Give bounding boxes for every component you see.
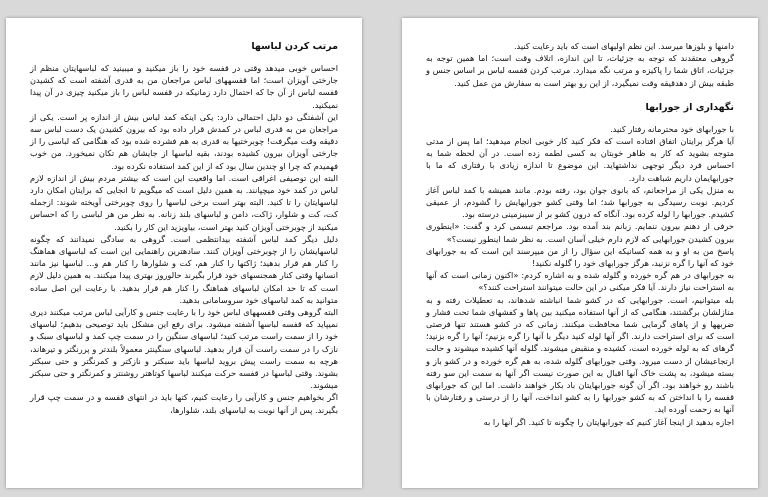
right-page [402,18,758,488]
paragraph: گروهی معتقدند که توجه به جزئیات، تا این اندازه، اتلاف وقت است؛ اما همین توجه به جزئیات، اتاق شما را پاکیزه و مرتب نگه میدارد. مرتب کردن قفسه لباس بر اساس جنس و طبقه بیش از دهدقیقه وقت نمیگیرد، از این رو بهتر است به سفارش من عمل کنید. [426,53,734,88]
paragraph: احساس خوبی میدهد وقتی در قفسه خود را باز میکنید و میبینید که لباسهایتان منظم از جارختی آویزان است؛ اما قفسههای لباس مراجعان من به قدری آشفته است که کشیدن قفسه لباس از آن جا که احتمال دارد زمانیکه در قفسه لباس را باز میکنید چیزی در آن پیدا نمیکنید. [30,63,338,110]
paragraph: اگر بخواهیم جنس و کارآیی را رعایت کنیم، کتها باید در انتهای قفسه و در سمت چپ قرار بگیرند. پس از آنها نوبت به لباسهای بلند، شلوارها، [30,392,338,415]
paragraph: دلیل دیگر کمد لباس آشفته بیدانتظمی است. گروهی به سادگی نمیدانند که چگونه لباسهایشان را از چوبرختی آویزان کنند. سادهترین راهنمایی این است که لباسهای هماهنگ را کنار هم قرار بدهید؛ ژاکتها را کنار هم، کت و شلوارها را کنار هم و... لباسها نیز مانند انسانها وقتی کنار همجنسهای خود قرار بگیرند حالوروز بهتری پیدا میکنند. به همین دلیل لازم است که تا حد امکان لباسهای هماهنگ را کنار هم قرار بدهید. با رعایت این اصل ساده متوانید به کمد لباسهای خود سروسامانی بدهید. [30,233,338,305]
paragraph: البته این توصیفی اغراقی است. اما واقعیت این است که بیشتر مردم بیش از اندازه لازم لباس در کمد خود میچپانند. به همین دلیل است که میگویم تا انجایی که برایتان امکان دارد لباسهایتان را تا کنید. البته بهتر است برخی لباسها را روی چوبرختی آویخته شوند: ازجمله کت، کت و شلوار، ژاکت، دامن و لباسهای بلند زنانه. به نظر من هر لباسی را که احساس میکنید از چوبرختی آویزان کنید بهتر است، بیاویزید این کار را بکنید. [30,172,338,232]
section-heading-socks-care: نگهداری از جورابها [645,101,734,113]
left-page [6,18,362,488]
paragraph: آیا هرگز برایتان اتفاق افتاده است که فکر کنید کار خوبی انجام میدهید؛ اما پس از مدتی متوجه بشوید که کار به ظاهر خوبتان به کسی لطمه زده است. در آن لحظه شما به احساس فرد دیگر توجهی نداشتهاید. این موضوع تا اندازه زیادی با رفتاری که ما با جورابهایمان داریم شباهت دارد. [426,136,734,183]
paragraph: حرفی از دهنم بیرون ننمایم. زبانم بند آمده بود. مراجعم تبسمی کرد و گفت: «اینطوری بیرون کشیدن جورابهایی که لازم دارم خیلی آسان است. به نظر شما اینطور نیست؟» [426,221,734,244]
right-page-text-column [426,40,734,480]
paragraph: البته گروهی وقتی قفسههای لباس خود را با رعایت جنس و کارآیی لباس مرتب میکنند دیری نمیپاید که قفسه لباسها آشفته میشود. برای رفع این مشکل باید توصیحی بدهیم؛ لباسهای خود را از سمت راست مرتب کنید؛ لباسهای سنگین را در سمت چپ کمد و لباسهای سبک و نازک را در سمت راست آن قرار بدهید. لباسهای سنگینتر معمولاً بلندتر و پررنگتر و تیرهاند، هرچه به سمت راست پیش بروید لباسها باید سبکتر و نازکتر و کمرنگتر و حتی سبکتر بشوند. وقتی لباسها در قفسه حرکت میکنند لباسها کوتاهتر روشنتر و کمرنگتر و حتی سبکتر میشوند. [30,307,338,391]
paragraph: پاسخ من به او و به همه کسانیکه این سؤال را از من میپرسند این است که به جورابهای خود که آنها را گره نزنید، هرگز جورابهای خود را گلوله نکنید! [426,245,734,269]
paragraph: با جورابهای خود محترمانه رفتار کنید. [610,123,734,134]
paragraph: اجازه بدهید از اینجا آغاز کنیم که جورابهایتان را چگونه تا کنید. اگر آنها را به [483,416,734,427]
paragraph: به جورابهای در هم گره خورده و گلوله شده و به اشاره کردم: «اکنون زمانی است که آنها به استراحت نیاز دارند. آیا فکر میکنی در این حالت میتوانند استراحت کنند؟» [426,270,734,293]
spacer [426,89,734,101]
left-page-text-column [30,40,338,480]
paragraph: این آشفتگی دو دلیل احتمالی دارد: یکی اینکه کمد لباس بیش از اندازه پر است. یکی از مراجعان من به قدری لباس در کمدش قرار داده بود که بیرون کشیدن یک دست لباس سه دقیقه وقت میگرفت! چوبرختیها به قدری به هم فشرده شده بود که هنگامی که لباسی را از جارختی آویزان بیرون کشیده بودند، بقیه لباسها از جایشان هم تکان نمیخورد. من خوب فهمیدم که چرا او چندین سال بود که از این کمد استفاده نکرده بود. [30,111,338,171]
paragraph: بله میتوانیم، است. جورابهایی که در کشو شما انباشته شدهاند، به تعطیلات رفته و به منازلشان برگشتند، هنگامی که از آنها استفاده میکنید بین پاها و کفشهای شما تحت فشار و ضربهها و از پاهای گرمایی شما محافظت میکنند. زمانی که در کشو هستند تنها فرصتی است که برای استراحت دارند. اگر آنها لوله کنید دیگر با آنها را گره بزنیم؛ آنها را گره بزنید؛ گرهای که به لوله خورده است، کشیده و منقبض میشوند. گلوله آنها کشیده میشوند و حالت ارتجاعیشان از دست میرود. وقتی جورابهای گلوله شده، به هم گره خورده و در کشو باز و بسته میشود، به پشت خاک آنها اقبال به این صورت نیست اگر آنها به سمت این سو رفته باشند رو خواهند بود. اگر آن گونه جورابهایتان باد بکار خواهند داشت. اما این که جورابهای قفسه را با انداختن که به کشو جورابها را به کشو انداخت، آنها را از درستی و رفتارشان با آنها به زحمت آورده اید. [426,294,734,415]
paragraph: دامنها و بلوزها میرسد. این نظم اولیهای است که باید رعایت کنید. [513,41,734,51]
section-heading-organizing-clothes: مرتب کردن لباسها [251,41,338,52]
paragraph: به منزل یکی از مراجعانم، که بانوی جوان بود، رفته بودم. مانند همیشه با کمد لباس آغاز کردیم. نوبت رسیدگی به جورابها شد؛ اما وقتی کشو جورابهایش را گشودم، از عمیقی کشیدم. جورابها را لوله کرده بود. آنگاه که درون کشو بر از سیبزمینی درسته بود. [426,184,734,220]
